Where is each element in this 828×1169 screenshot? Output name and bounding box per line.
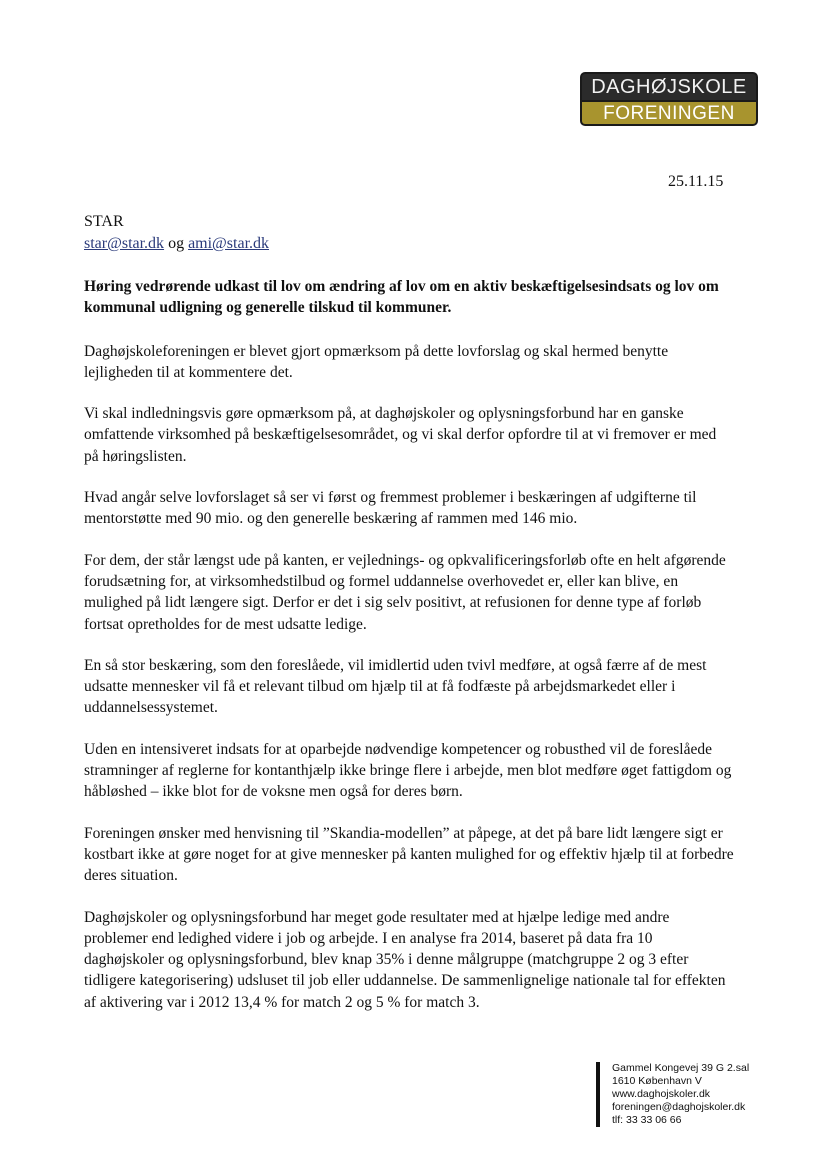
letter-heading: Høring vedrørende udkast til lov om ændring af lov om en aktiv beskæftigelsesindsats og lov om kommunal udligning og generelle tilskud til kommuner. bbox=[84, 278, 719, 317]
letter-body bbox=[84, 276, 734, 1033]
paragraph: Daghøjskoler og oplysningsforbund har meget gode resultater med at hjælpe ledige med andre problemer end ledighed videre i job og arbejde. I en analyse fra 2014, baseret på data fra 10 daghøjskoler og oplysningsforbund, blev knap 35% i denne målgruppe (matchgruppe 2 og 3 efter tidligere kategorisering) udsluset til job eller uddannelse. De sammenlignelige nationale tal for effekten af aktivering var i 2012 13,4 % for match 2 og 5 % for match 3. bbox=[84, 908, 726, 1011]
paragraph: Vi skal indledningsvis gøre opmærksom på, at daghøjskoler og oplysningsforbund har en ganske omfattende virksomhed på beskæftigelsesområdet, og vi skal derfor opfordre til at vi fremover er med på høringslisten. bbox=[84, 405, 717, 465]
address-street: Gammel Kongevej 39 G 2.sal bbox=[612, 1062, 750, 1074]
sender-address bbox=[596, 1062, 749, 1127]
paragraph: Daghøjskoleforeningen er blevet gjort opmærksom på dette lovforslag og skal hermed benytte lejligheden til at kommentere det. bbox=[84, 342, 669, 381]
letter-date: 25.11.15 bbox=[668, 173, 724, 190]
recipient-name: STAR bbox=[84, 213, 124, 230]
email-link-star[interactable]: star@star.dk bbox=[84, 235, 165, 252]
email-link-ami[interactable]: ami@star.dk bbox=[188, 235, 270, 252]
logo-line-1: DAGHØJSKOLE bbox=[582, 74, 756, 100]
address-phone: tlf: 33 33 06 66 bbox=[612, 1114, 682, 1126]
recipient-block bbox=[84, 211, 269, 255]
paragraph: For dem, der står længst ude på kanten, er vejlednings- og opkvalificeringsforløb ofte en helt afgørende forudsætning for, at virksomhedstilbud og formel uddannelse overhovedet er, eller kan blive, en mulighed på lidt længere sigt. Derfor er det i sig selv positivt, at refusionen for denne type af forløb fortsat opretholdes for de mest udsatte ledige. bbox=[84, 551, 726, 633]
address-email[interactable]: foreningen@daghojskoler.dk bbox=[612, 1101, 746, 1113]
address-web[interactable]: www.daghojskoler.dk bbox=[612, 1088, 711, 1100]
email-joiner: og bbox=[168, 235, 185, 252]
paragraph: Uden en intensiveret indsats for at oparbejde nødvendige kompetencer og robusthed vil de foreslåede stramninger af reglerne for kontanthjælp ikke bringe flere i arbejde, men blot medføre øget fattigdom og håbløshed – ikke blot for de voksne men også for deres børn. bbox=[84, 740, 732, 801]
paragraph: En så stor beskæring, som den foreslåede, vil imidlertid uden tvivl medføre, at også færre af de mest udsatte mennesker vil få et relevant tilbud om hjælp til at få fodfæste på arbejdsmarkedet eller i uddannelsessystemet. bbox=[84, 656, 707, 717]
paragraph: Hvad angår selve lovforslaget så ser vi først og fremmest problemer i beskæringen af udgifterne til mentorstøtte med 90 mio. og den generelle beskæring af rammen med 146 mio. bbox=[84, 489, 697, 528]
address-city: 1610 København V bbox=[612, 1075, 702, 1087]
paragraph: Foreningen ønsker med henvisning til ”Skandia-modellen” at påpege, at det på bare lidt længere sigt er kostbart ikke at gøre noget for at give mennesker på kanten mulighed for og effektiv hjælp til at forbedre deres situation. bbox=[84, 824, 734, 885]
recipient-emails bbox=[84, 233, 269, 255]
logo-line-2: FORENINGEN bbox=[582, 100, 756, 126]
daghojskoleforeningen-logo bbox=[580, 72, 758, 126]
